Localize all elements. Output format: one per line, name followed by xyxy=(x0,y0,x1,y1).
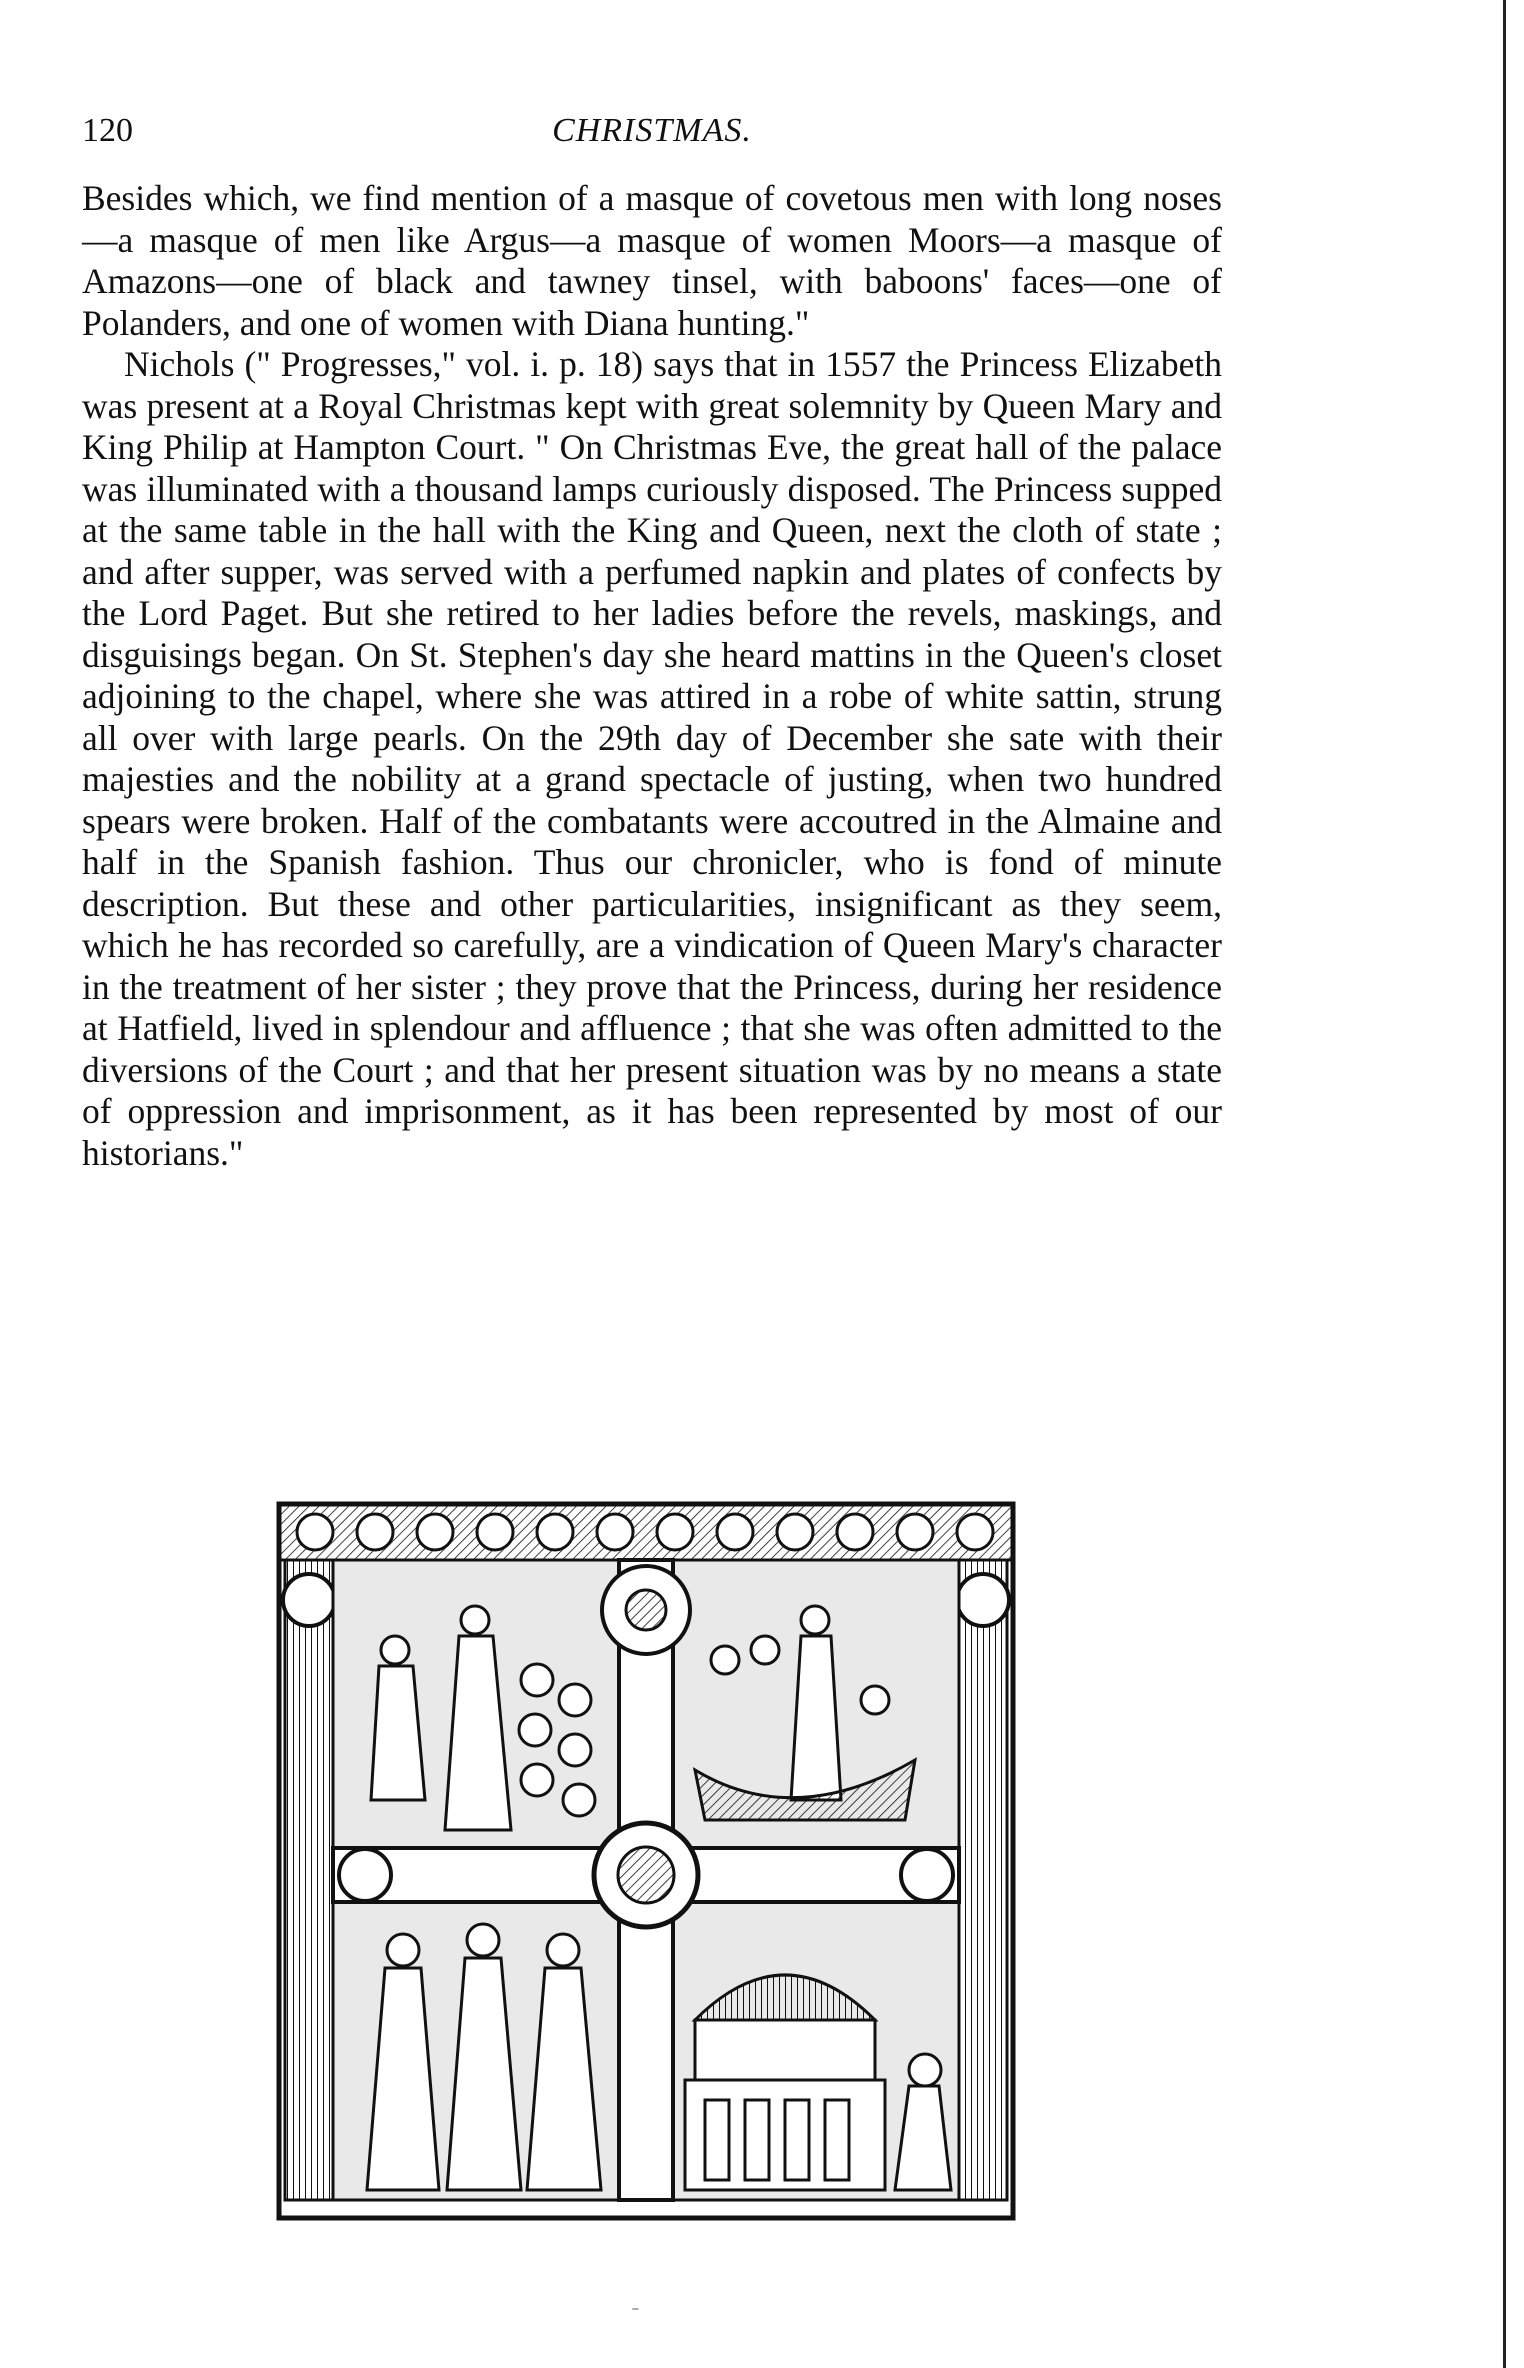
carved-panel-illustration xyxy=(275,1500,1017,2222)
page-number: 120 xyxy=(82,112,133,149)
paragraph-masques: Besides which, we find mention of a masque of covetous men with long noses—a masque of men like Argus—a masque of women Moors—a masque of Amazons—one of black and tawney tinsel, with baboons' faces—one of Polanders, and one of women with Diana hunting." xyxy=(82,178,1222,343)
body-text xyxy=(82,178,1222,1174)
footer-mark: ˍ xyxy=(632,2290,639,2312)
paragraph-nichols: Nichols (" Progresses," vol. i. p. 18) says that in 1557 the Princess Elizabeth was present at a Royal Christmas kept with great solemnity by Queen Mary and King Philip at Hampton Court. " On Christmas Eve, the great hall of the palace was illuminated with a thousand lamps curiously disposed. The Princess supped at the same table in the hall with the King and Queen, next the cloth of state ; and after supper, was served with a perfumed napkin and plates of confects by the Lord Paget. But she retired to her ladies before the revels, maskings, and disguisings began. On St. Stephen's day she heard mattins in the Queen's closet adjoining to the chapel, where she was attired in a robe of white sattin, strung all over with large pearls. On the 29th day of December she sate with their majesties and the nobility at a grand spectacle of justing, when two hundred spears were broken. Half of the combatants were accoutred in the Almaine and half in the Spanish fashion. Thus our chronicler, who is fond of minute description. But these and other particularities, insignificant as they seem, which he has recorded so carefully, are a vindication of Queen Mary's character in the treatment of her sister ; they prove that the Princess, during her residence at Hatfield, lived in splendour and affluence ; that she was often admitted to the diversions of the Court ; and that her present situation was by no means a state of oppression and imprisonment, as it has been represented by most of our historians." xyxy=(82,344,1222,1173)
scan-edge-line xyxy=(1503,0,1506,2368)
running-title: CHRISTMAS. xyxy=(552,112,752,149)
page-header xyxy=(82,112,1222,162)
